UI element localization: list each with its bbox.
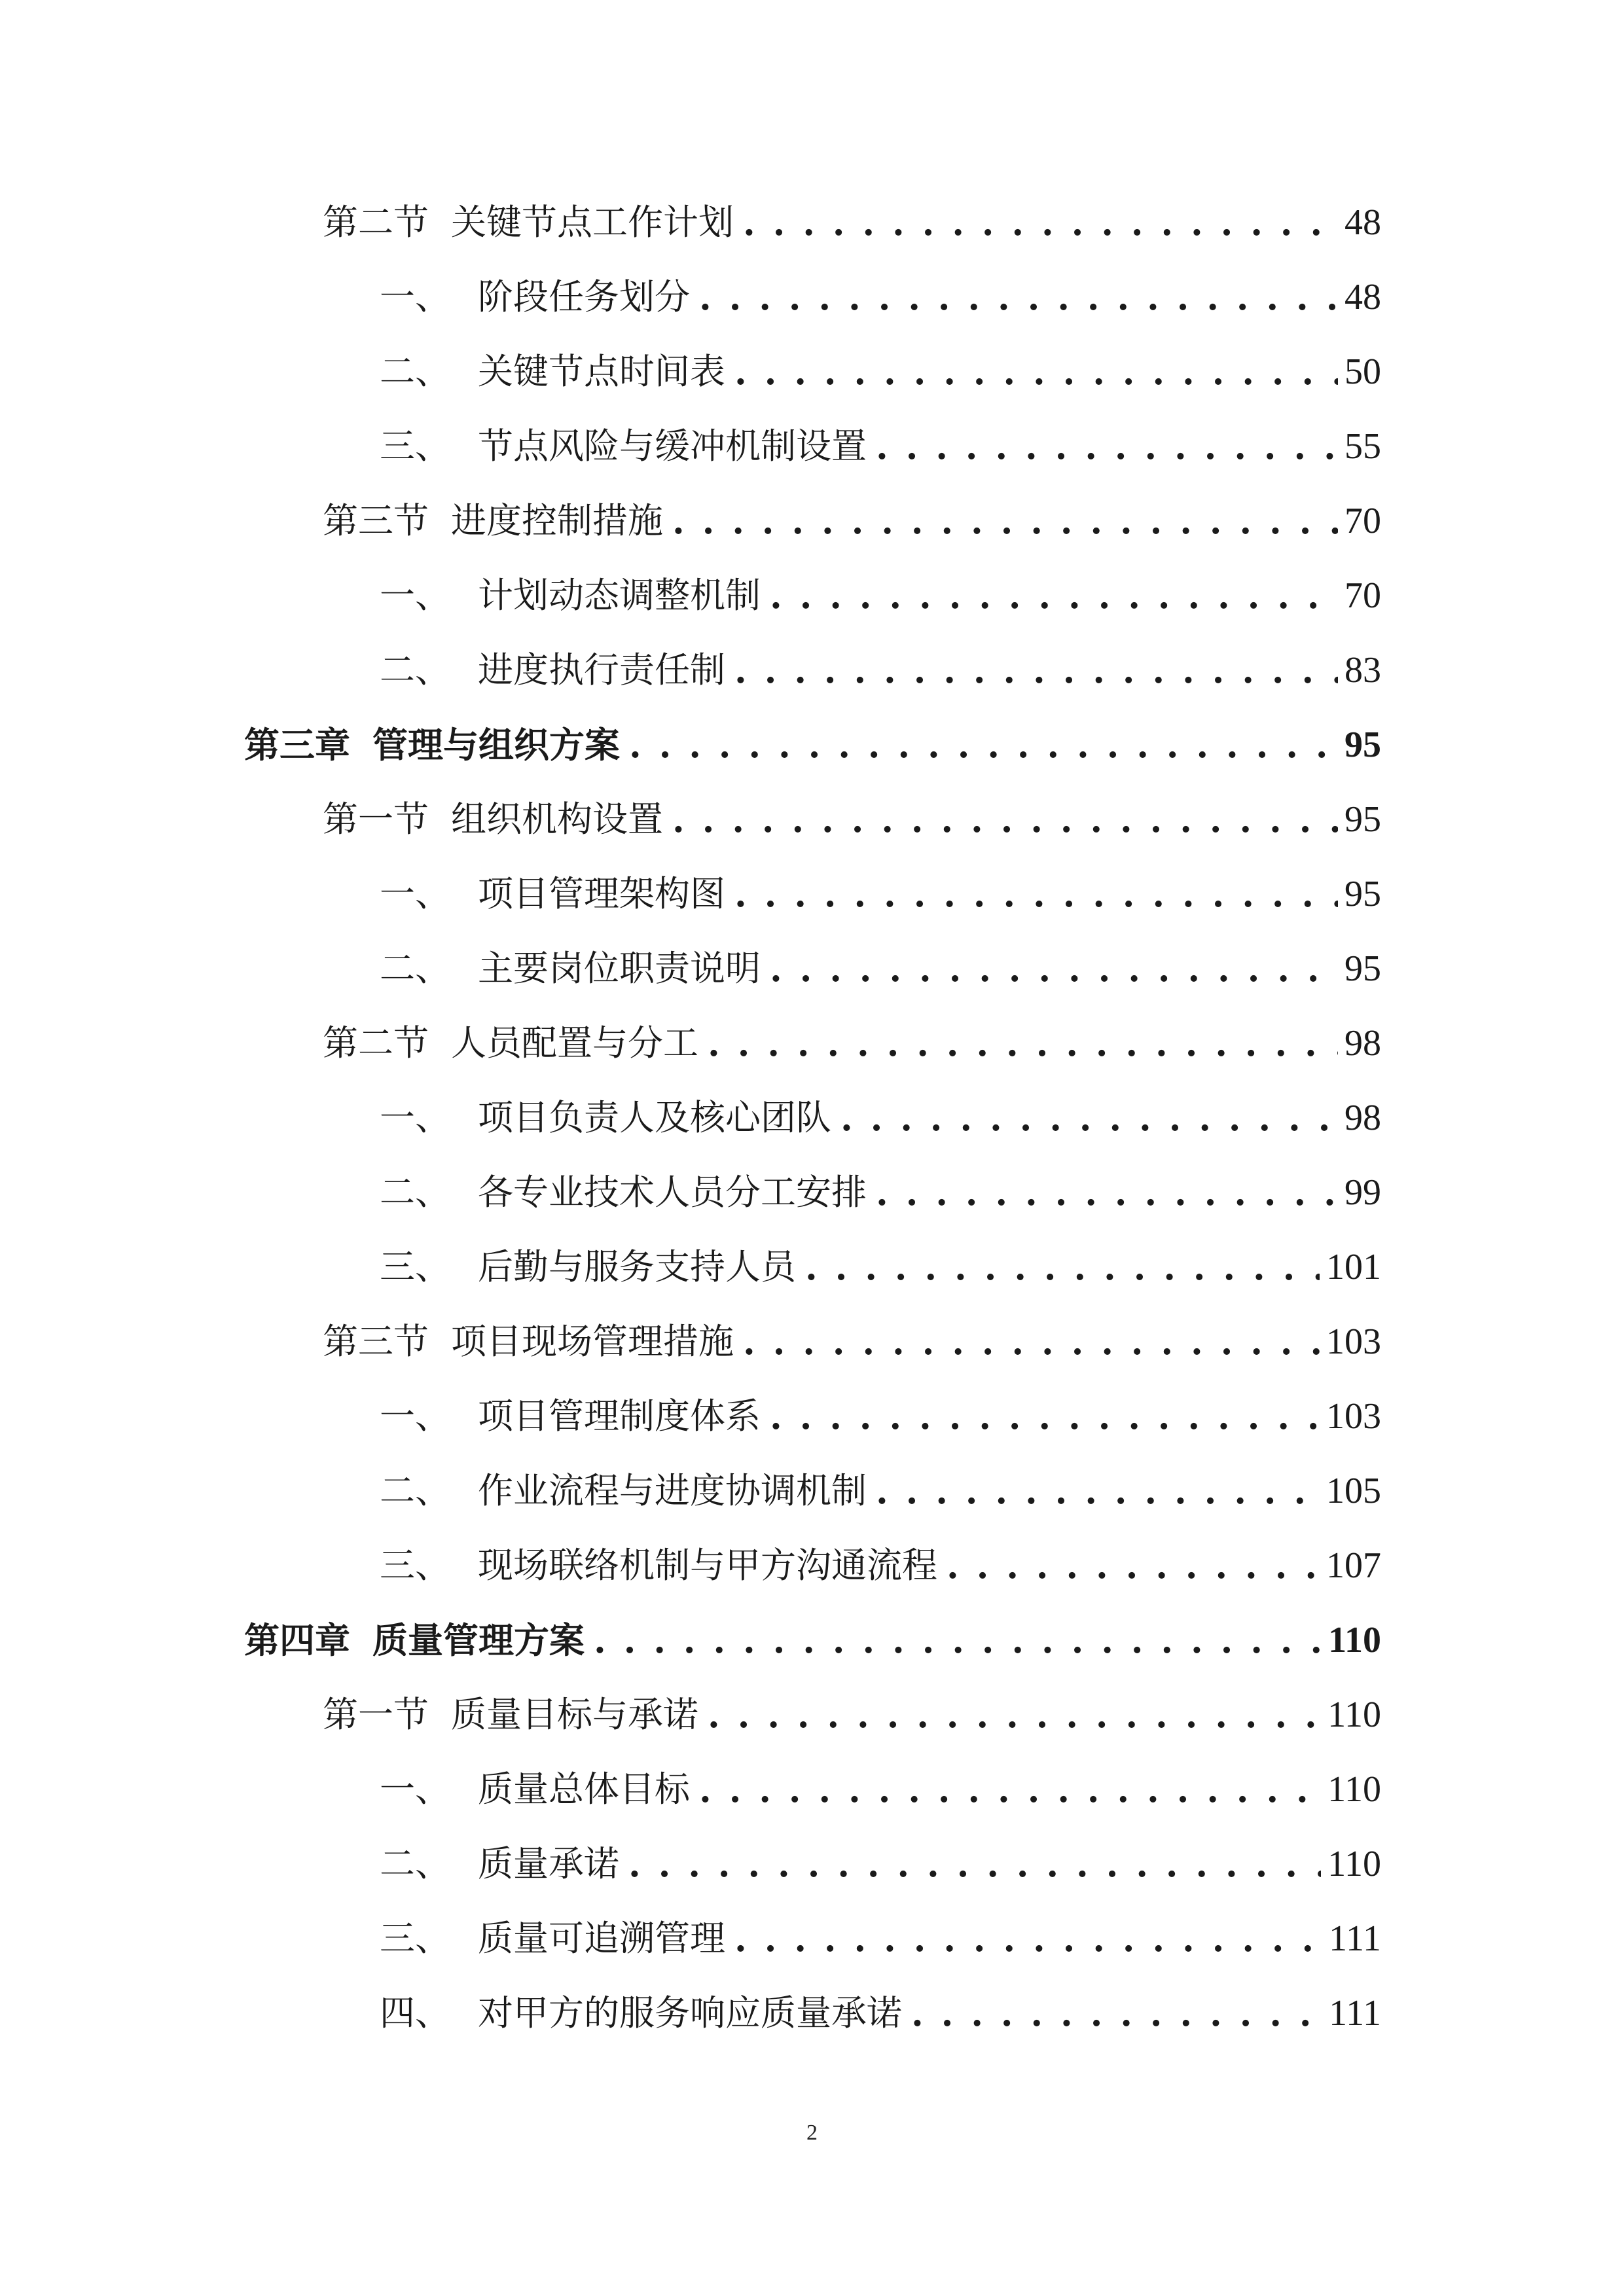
dot-leader bbox=[743, 196, 1338, 249]
toc-entry-subsection[interactable] bbox=[380, 942, 1381, 995]
toc-entry-prefix: 二、 bbox=[380, 1843, 450, 1884]
toc-entry-prefix: 第三节 bbox=[323, 500, 429, 541]
toc-entry-title: 人员配置与分工 bbox=[451, 1022, 698, 1064]
toc-entry-subsection[interactable] bbox=[380, 1241, 1381, 1293]
toc-entry-title: 质量可追溯管理 bbox=[478, 1918, 725, 1959]
dot-leader bbox=[708, 1017, 1338, 1069]
toc-entry-prefix: 一、 bbox=[380, 1395, 450, 1437]
toc-entry-page-number: 103 bbox=[1326, 1321, 1381, 1362]
toc-entry-prefix: 第三章 bbox=[244, 724, 350, 766]
toc-entry-subsection[interactable] bbox=[380, 1763, 1381, 1816]
dot-leader bbox=[876, 1465, 1320, 1517]
toc-entry-page-number: 95 bbox=[1344, 874, 1381, 914]
toc-entry-prefix: 第一节 bbox=[323, 798, 429, 840]
toc-entry-page-number: 111 bbox=[1329, 1918, 1381, 1959]
toc-entry-prefix: 第三节 bbox=[323, 1321, 429, 1362]
toc-entry-page-number: 83 bbox=[1344, 650, 1381, 691]
toc-entry-title: 项目负责人及核心团队 bbox=[478, 1097, 831, 1138]
toc-entry-page-number: 110 bbox=[1327, 1844, 1381, 1884]
toc-entry-subsection[interactable] bbox=[380, 271, 1381, 323]
toc-entry-title: 质量承诺 bbox=[478, 1843, 619, 1884]
dot-leader bbox=[743, 1316, 1320, 1368]
toc-entry-subsection[interactable] bbox=[380, 1838, 1381, 1890]
toc-entry-chapter[interactable] bbox=[244, 719, 1381, 771]
toc-entry-prefix: 二、 bbox=[380, 1470, 450, 1511]
toc-entry-section[interactable] bbox=[323, 793, 1381, 846]
dot-leader bbox=[911, 1987, 1322, 2039]
toc-entry-section[interactable] bbox=[323, 196, 1381, 249]
toc-entry-section[interactable] bbox=[323, 1017, 1381, 1069]
toc-entry-prefix: 一、 bbox=[380, 873, 450, 914]
dot-leader bbox=[628, 1838, 1321, 1890]
toc-entry-page-number: 105 bbox=[1326, 1471, 1381, 1511]
toc-entry-subsection[interactable] bbox=[380, 569, 1381, 622]
dot-leader bbox=[672, 793, 1338, 846]
dot-leader bbox=[672, 495, 1338, 547]
toc-entry-page-number: 48 bbox=[1344, 202, 1381, 243]
toc-entry-subsection[interactable] bbox=[380, 1539, 1381, 1592]
toc-entry-title: 各专业技术人员分工安排 bbox=[478, 1172, 867, 1213]
toc-entry-title: 项目管理架构图 bbox=[478, 873, 725, 914]
toc-entry-title: 主要岗位职责说明 bbox=[478, 948, 761, 989]
toc-entry-title: 质量管理方案 bbox=[372, 1619, 585, 1661]
toc-entry-page-number: 50 bbox=[1344, 351, 1381, 392]
dot-leader bbox=[770, 1390, 1320, 1443]
toc-entry-page-number: 70 bbox=[1344, 501, 1381, 541]
toc-entry-prefix: 三、 bbox=[380, 1246, 450, 1287]
toc-entry-prefix: 二、 bbox=[380, 351, 450, 392]
dot-leader bbox=[594, 1614, 1322, 1666]
toc-entry-page-number: 48 bbox=[1344, 277, 1381, 317]
dot-leader bbox=[734, 868, 1338, 920]
toc-entry-page-number: 111 bbox=[1329, 1993, 1381, 2034]
toc-entry-prefix: 三、 bbox=[380, 1918, 450, 1959]
dot-leader bbox=[770, 569, 1338, 622]
dot-leader bbox=[876, 1166, 1338, 1219]
toc-entry-page-number: 95 bbox=[1344, 725, 1381, 765]
toc-entry-title: 计划动态调整机制 bbox=[478, 575, 761, 616]
toc-entry-title: 项目管理制度体系 bbox=[478, 1395, 761, 1437]
toc-entry-section[interactable] bbox=[323, 1316, 1381, 1368]
page-number: 2 bbox=[806, 2121, 818, 2145]
toc-entry-page-number: 55 bbox=[1344, 426, 1381, 467]
toc-entry-prefix: 一、 bbox=[380, 1097, 450, 1138]
toc-entry-subsection[interactable] bbox=[380, 644, 1381, 696]
toc-entry-prefix: 第二节 bbox=[323, 202, 429, 243]
toc-entry-subsection[interactable] bbox=[380, 346, 1381, 398]
toc-entry-title: 进度执行责任制 bbox=[478, 649, 725, 691]
toc-entry-prefix: 一、 bbox=[380, 1768, 450, 1810]
toc-entry-page-number: 98 bbox=[1344, 1098, 1381, 1138]
toc-entry-prefix: 三、 bbox=[380, 425, 450, 467]
toc-entry-page-number: 110 bbox=[1328, 1620, 1381, 1660]
toc-entry-title: 进度控制措施 bbox=[451, 500, 663, 541]
toc-entry-subsection[interactable] bbox=[380, 1390, 1381, 1443]
toc-entry-subsection[interactable] bbox=[380, 420, 1381, 473]
toc-entry-prefix: 二、 bbox=[380, 1172, 450, 1213]
toc-entry-page-number: 101 bbox=[1326, 1247, 1381, 1287]
toc-entry-title: 后勤与服务支持人员 bbox=[478, 1246, 796, 1287]
toc-entry-title: 阶段任务划分 bbox=[478, 276, 690, 317]
toc-entry-page-number: 95 bbox=[1344, 799, 1381, 840]
toc-entry-title: 管理与组织方案 bbox=[372, 724, 620, 766]
toc-entry-title: 现场联络机制与甲方沟通流程 bbox=[478, 1545, 937, 1586]
toc-entry-subsection[interactable] bbox=[380, 1092, 1381, 1144]
toc-entry-prefix: 一、 bbox=[380, 276, 450, 317]
toc-entry-page-number: 95 bbox=[1344, 948, 1381, 989]
dot-leader bbox=[708, 1689, 1321, 1741]
toc-entry-page-number: 110 bbox=[1327, 1769, 1381, 1810]
toc-entry-prefix: 第四章 bbox=[244, 1619, 350, 1661]
toc-entry-prefix: 二、 bbox=[380, 948, 450, 989]
toc-entry-page-number: 107 bbox=[1326, 1545, 1381, 1586]
toc-entry-page-number: 70 bbox=[1344, 575, 1381, 616]
toc-entry-prefix: 二、 bbox=[380, 649, 450, 691]
toc-entry-page-number: 99 bbox=[1344, 1172, 1381, 1213]
toc-entry-subsection[interactable] bbox=[380, 868, 1381, 920]
toc-entry-title: 关键节点时间表 bbox=[478, 351, 725, 392]
dot-leader bbox=[699, 271, 1338, 323]
dot-leader bbox=[699, 1763, 1321, 1816]
toc-entry-title: 对甲方的服务响应质量承诺 bbox=[478, 1992, 902, 2034]
toc-entry-prefix: 第二节 bbox=[323, 1022, 429, 1064]
toc-entry-page-number: 98 bbox=[1344, 1023, 1381, 1064]
toc-entry-subsection[interactable] bbox=[380, 1465, 1381, 1517]
dot-leader bbox=[734, 644, 1338, 696]
dot-leader bbox=[734, 1912, 1322, 1965]
toc-entry-title: 节点风险与缓冲机制设置 bbox=[478, 425, 867, 467]
toc-entry-section[interactable] bbox=[323, 495, 1381, 547]
toc-entry-title: 关键节点工作计划 bbox=[451, 202, 734, 243]
toc-entry-section[interactable] bbox=[323, 1689, 1381, 1741]
toc-entry-subsection[interactable] bbox=[380, 1987, 1381, 2039]
toc-entry-prefix: 第一节 bbox=[323, 1694, 429, 1735]
toc-entry-title: 组织机构设置 bbox=[451, 798, 663, 840]
toc-entry-subsection[interactable] bbox=[380, 1912, 1381, 1965]
dot-leader bbox=[770, 942, 1338, 995]
toc-entry-prefix: 三、 bbox=[380, 1545, 450, 1586]
toc-entry-subsection[interactable] bbox=[380, 1166, 1381, 1219]
toc-entry-prefix: 一、 bbox=[380, 575, 450, 616]
dot-leader bbox=[734, 346, 1338, 398]
toc-entry-title: 质量目标与承诺 bbox=[451, 1694, 698, 1735]
toc-entry-page-number: 103 bbox=[1326, 1396, 1381, 1437]
dot-leader bbox=[840, 1092, 1338, 1144]
toc-entry-prefix: 四、 bbox=[380, 1992, 450, 2034]
toc-entry-title: 质量总体目标 bbox=[478, 1768, 690, 1810]
toc-entry-chapter[interactable] bbox=[244, 1614, 1381, 1666]
toc-entry-page-number: 110 bbox=[1327, 1695, 1381, 1735]
dot-leader bbox=[629, 719, 1338, 771]
toc-entry-title: 项目现场管理措施 bbox=[451, 1321, 734, 1362]
dot-leader bbox=[876, 420, 1338, 473]
dot-leader bbox=[805, 1241, 1320, 1293]
toc-entry-title: 作业流程与进度协调机制 bbox=[478, 1470, 867, 1511]
dot-leader bbox=[947, 1539, 1320, 1592]
